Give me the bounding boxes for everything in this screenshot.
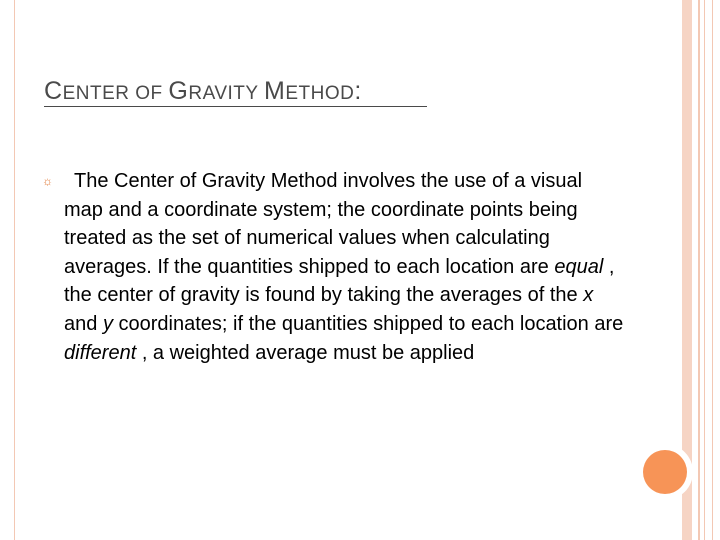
title-part: G bbox=[168, 77, 189, 105]
frame-right-line bbox=[698, 0, 700, 540]
title-part: ENTER OF bbox=[62, 83, 169, 104]
bullet-icon: ☼ bbox=[42, 174, 53, 188]
frame-right-line bbox=[712, 0, 713, 540]
title-part: M bbox=[264, 77, 286, 105]
decorative-circle bbox=[643, 450, 687, 494]
italic-text: equal bbox=[554, 255, 604, 278]
slide-title bbox=[44, 79, 362, 104]
frame-left-rule bbox=[14, 0, 15, 540]
frame-right-line bbox=[704, 0, 705, 540]
italic-text: different bbox=[64, 341, 137, 364]
body-text-segment: The Center of Gravity Method involves the use of a visual map and a coordinate system; the coordinate points being treated as the set of numerical values when calculating averages. If the quantities shipped to each location are bbox=[64, 170, 583, 278]
italic-text: x bbox=[583, 284, 594, 307]
title-part: RAVITY bbox=[188, 83, 265, 104]
title-part: C bbox=[44, 77, 63, 105]
body-text-segment: , the center of gravity is found by taking the averages of the bbox=[64, 255, 615, 307]
title-underline bbox=[44, 106, 427, 107]
title-part: : bbox=[354, 77, 362, 105]
italic-text: y bbox=[102, 312, 113, 335]
title-part: ETHOD bbox=[285, 83, 355, 104]
body-paragraph bbox=[64, 167, 624, 367]
body-text-segment: and bbox=[64, 312, 103, 335]
body-text-segment: , a weighted average must be applied bbox=[136, 341, 475, 364]
body-text-segment: coordinates; if the quantities shipped to each location are bbox=[112, 312, 624, 335]
